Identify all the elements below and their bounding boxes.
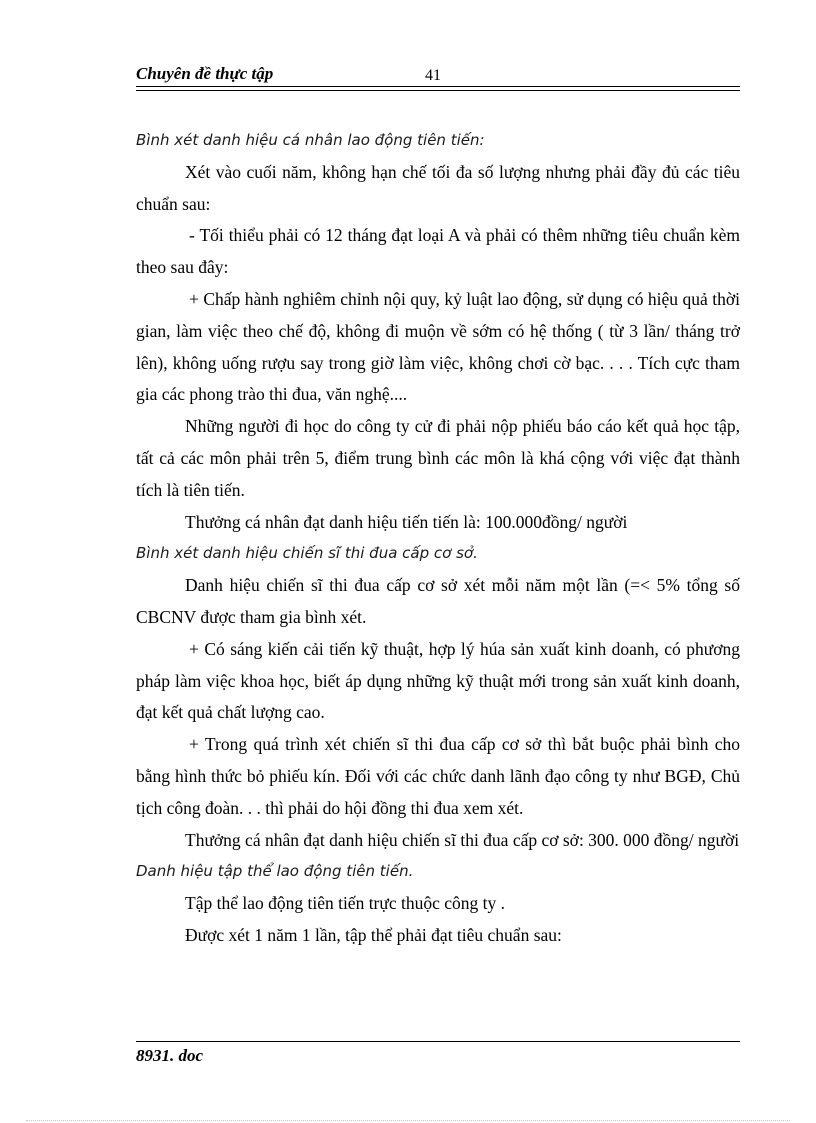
paragraph: Những người đi học do công ty cử đi phải nộp phiếu báo cáo kết quả học tập, tất cả các môn phải trên 5, điểm trung bình các môn là khá cộng với việc đạt thành tích là tiên tiến. xyxy=(136,416,740,500)
list-item: + Chấp hành nghiêm chỉnh nội quy, kỷ luật lao động, sử dụng có hiệu quả thời gian, làm việc theo chế độ, không đi muộn về sớm có hệ thống ( từ 3 lần/ tháng trở lên), không uống rượu say trong giờ làm việc, không chơi cờ bạc. . . . Tích cực tham gia các phong trào thi đua, văn nghệ.... xyxy=(136,288,740,405)
paragraph: Được xét 1 năm 1 lần, tập thể phải đạt tiêu chuẩn sau: xyxy=(185,924,562,945)
footer-rule xyxy=(136,1041,740,1042)
header-title: Chuyên đề thực tập xyxy=(136,64,274,83)
section-heading-collective-advanced: Danh hiệu tập thể lao động tiên tiến. xyxy=(136,862,414,881)
paragraph: Tập thể lao động tiên tiến trực thuộc công ty . xyxy=(185,893,506,914)
page-header xyxy=(136,62,740,90)
section-heading-emulation-soldier: Bình xét danh hiệu chiến sĩ thi đua cấp cơ sở. xyxy=(136,544,478,563)
header-rule-bottom xyxy=(136,90,740,91)
header-rule-top xyxy=(136,86,740,87)
paragraph: Danh hiệu chiến sĩ thi đua cấp cơ sở xét mỗi năm một lần (=< 5% tổng số CBCNV được tham gia bình xét. xyxy=(136,575,740,627)
page-number: 41 xyxy=(425,67,441,84)
paragraph: Thưởng cá nhân đạt danh hiệu tiến tiến là: 100.000đồng/ người xyxy=(185,511,628,532)
section-heading-individual-advanced-worker: Bình xét danh hiệu cá nhân lao động tiên tiến: xyxy=(136,131,485,149)
document-body xyxy=(136,125,740,952)
footer-filename: 8931. doc xyxy=(136,1046,204,1065)
paragraph: Thưởng cá nhân đạt danh hiệu chiến sĩ thi đua cấp cơ sở: 300. 000 đồng/ người xyxy=(185,829,740,850)
page-footer xyxy=(136,1041,740,1066)
paragraph: Xét vào cuối năm, không hạn chế tối đa số lượng nhưng phải đầy đủ các tiêu chuẩn sau: xyxy=(136,161,740,214)
list-item: + Có sáng kiến cải tiến kỹ thuật, hợp lý húa sản xuất kinh doanh, có phương pháp làm việc khoa học, biết áp dụng những kỹ thuật mới trong sản xuất kinh doanh, đạt kết quả chất lượng cao. xyxy=(136,638,740,723)
list-item: + Trong quá trình xét chiến sĩ thi đua cấp cơ sở thì bắt buộc phải bình cho bằng hình thức bỏ phiếu kín. Đối với các chức danh lãnh đạo công ty như BGĐ, Chủ tịch công đoàn. . . thì phải do hội đồng thi đua xem xét. xyxy=(136,734,740,818)
list-item: - Tối thiểu phải có 12 tháng đạt loại A và phải có thêm những tiêu chuẩn kèm theo sau đây: xyxy=(136,225,740,278)
page-bottom-border xyxy=(26,1120,790,1121)
